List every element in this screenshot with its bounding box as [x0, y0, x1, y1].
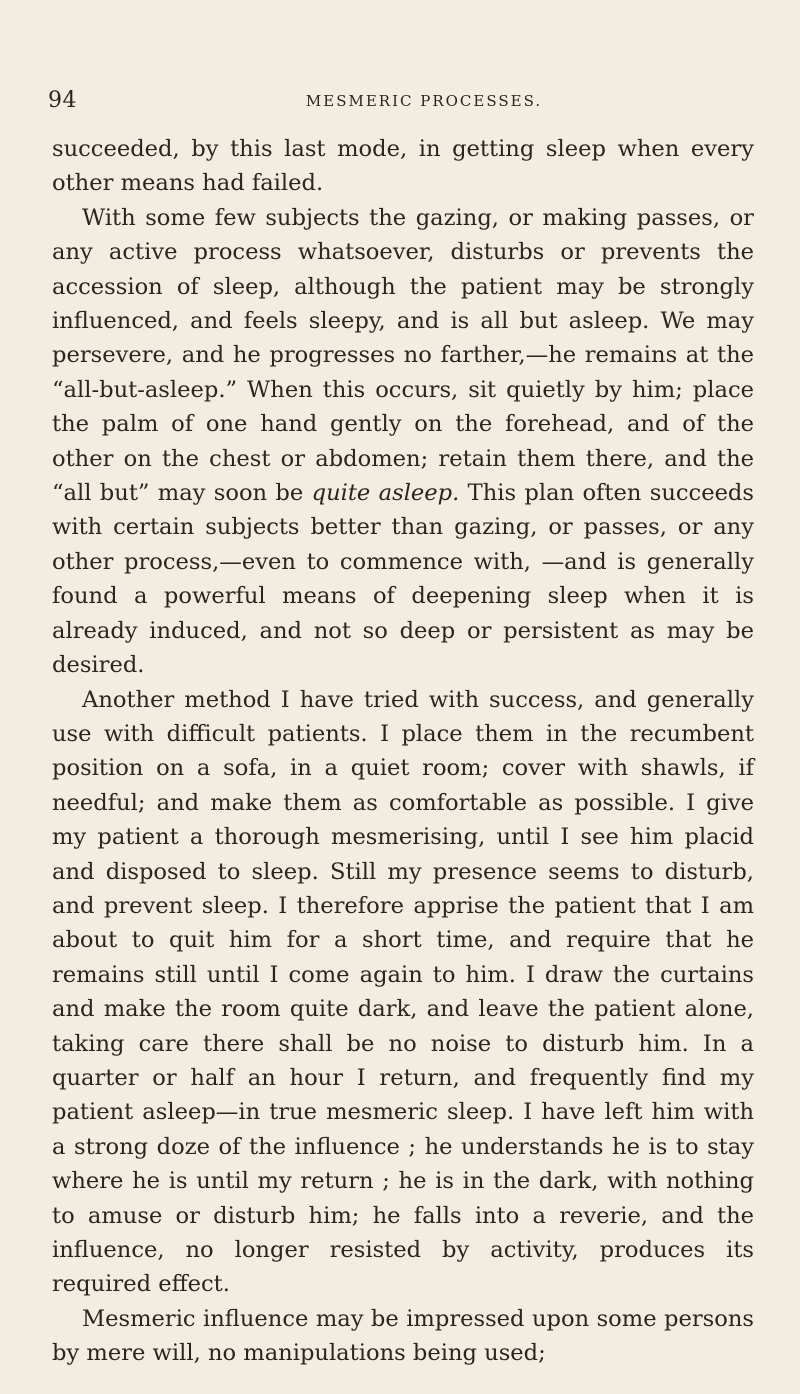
- paragraph-1: succeeded, by this last mode, in getting sleep when every other means had failed.: [52, 136, 754, 197]
- paragraph-2: With some few subjects the gazing, or making passes, or any active process whatsoever, disturbs or prevents the accession of sleep, although the patient may be strongly influenced, and feels sleepy, and is all but asleep. We may persevere, and he progresses no farther,—he remains at the “all-but-asleep.” When this occurs, sit quietly by him; place the palm of one hand gently on the forehead, and of the other on the chest or abdomen; retain them there, and the “all but” may soon be quite asleep. This plan often succeeds with certain subjects better than gazing, or passes, or any other process,—even to commence with, —and is generally found a powerful means of deepening sleep when it is already induced, and not so deep or persistent as may be desired.: [52, 204, 754, 679]
- page-header: [48, 88, 760, 114]
- page-number: 94: [48, 88, 77, 113]
- running-head: MESMERIC PROCESSES.: [305, 92, 543, 110]
- paragraph-4: Mesmeric influence may be impressed upon some persons by mere will, no manipulations being used;: [52, 1305, 754, 1367]
- body-text: [52, 132, 754, 1371]
- emphasis-quite-asleep: quite asleep.: [311, 480, 460, 507]
- paragraph-3: Another method I have tried with success, and generally use with difficult patients. I place them in the recumbent position on a sofa, in a quiet room; cover with shawls, if needful; and make them as comfortable as possible. I give my patient a thorough mesmerising, until I see him placid and disposed to sleep. Still my presence seems to disturb, and prevent sleep. I therefore apprise the patient that I am about to quit him for a short time, and require that he remains still until I come again to him. I draw the curtains and make the room quite dark, and leave the patient alone, taking care there shall be no noise to disturb him. In a quarter or half an hour I return, and frequently find my patient asleep—in true mesmeric sleep. I have left him with a strong doze of the influence ; he understands he is to stay where he is until my return ; he is in the dark, with nothing to amuse or disturb him; he falls into a reverie, and the influence, no longer resisted by activity, produces its required effect.: [52, 686, 754, 1298]
